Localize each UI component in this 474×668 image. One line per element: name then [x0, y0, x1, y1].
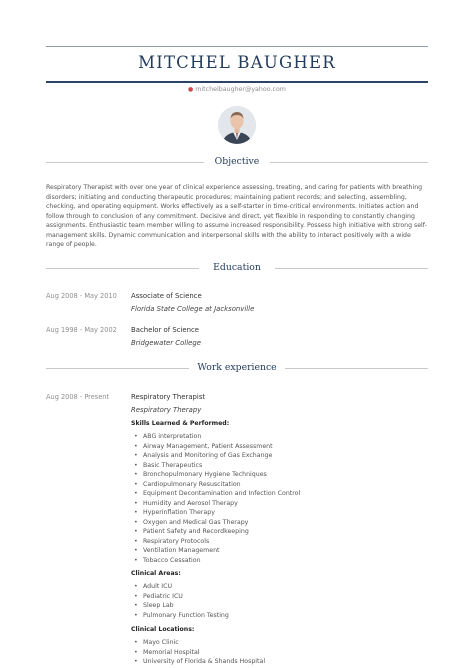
clinical-areas-heading: Clinical Areas: — [131, 570, 181, 577]
list-item: • Pediatric ICU — [133, 592, 229, 602]
list-item: • Adult ICU — [133, 582, 229, 592]
section-title-work-experience: Work experience — [197, 362, 277, 373]
list-item: • Ventilation Management — [133, 546, 300, 556]
skills-list — [133, 432, 300, 565]
section-title-education: Education — [213, 262, 261, 273]
candidate-name: MITCHEL BAUGHER — [138, 53, 336, 72]
header-bottom-rule — [46, 81, 428, 83]
work-1-role: Respiratory Therapist — [131, 393, 206, 401]
education-2-dates: Aug 1998 - May 2002 — [46, 326, 117, 334]
section-header-work-experience — [46, 362, 428, 374]
work-1-dates: Aug 2008 - Present — [46, 393, 110, 401]
list-item: • Equipment Decontamination and Infection Control — [133, 489, 300, 499]
section-header-objective — [46, 156, 428, 168]
clinical-locations-heading: Clinical Locations: — [131, 626, 195, 633]
education-1-dates: Aug 2008 - May 2010 — [46, 292, 117, 300]
header-top-rule — [46, 46, 428, 47]
list-item: • Humidity and Aerosol Therapy — [133, 499, 300, 509]
list-item: • Basic Therapeutics — [133, 461, 300, 471]
list-item: • Airway Management, Patient Assessment — [133, 442, 300, 452]
skills-heading: Skills Learned & Performed: — [131, 420, 230, 427]
list-item: • University of Florida & Shands Hospital — [133, 657, 265, 667]
education-1-school: Florida State College at Jacksonville — [131, 305, 255, 313]
profile-photo-image — [218, 106, 256, 144]
list-item: • ABG interpretation — [133, 432, 300, 442]
list-item: • Sleep Lab — [133, 601, 229, 611]
list-item: • Tobacco Cessation — [133, 556, 300, 566]
profile-photo — [218, 106, 256, 144]
list-item: • Patient Safety and Recordkeeping — [133, 527, 300, 537]
list-item: • Hyperinflation Therapy — [133, 508, 300, 518]
education-2-school: Bridgewater College — [131, 339, 201, 347]
list-item: • Respiratory Protocols — [133, 537, 300, 547]
work-1-employer: Respiratory Therapy — [131, 406, 202, 414]
clinical-locations-list — [133, 638, 265, 667]
section-header-education — [46, 262, 428, 274]
list-item: • Memorial Hospital — [133, 648, 265, 658]
list-item: • Oxygen and Medical Gas Therapy — [133, 518, 300, 528]
section-title-objective: Objective — [214, 156, 260, 167]
list-item: • Cardiopulmonary Resuscitation — [133, 480, 300, 490]
clinical-areas-list — [133, 582, 229, 620]
list-item: • Bronchopulmonary Hygiene Techniques — [133, 470, 300, 480]
education-2-degree: Bachelor of Science — [131, 326, 200, 334]
list-item: • Mayo Clinic — [133, 638, 265, 648]
email-bullet-icon: ● — [188, 86, 194, 93]
contact-line — [46, 86, 428, 93]
objective-text: Respiratory Therapist with over one year of clinical experience assessing, treating, and caring for patients with breathing disorders; initiating and conducting therapeutic procedures; maintaining patient records; and selecting, assembling, checking, and operating equipment. Works effectively as a self-starter in time-critical environments. Initiates action and follow through to conclusion of any commitment. Decisive and direct, yet flexible in responding to constantly changing assignments. Enthusiastic team member willing to assume increased responsibility. Possess high initiative with strong self-management skills. Dynamic communication and interpersonal skills with the ability to interact positively with a wide range of people. — [46, 184, 427, 249]
list-item: • Pulmonary Function Testing — [133, 611, 229, 621]
list-item: • Analysis and Monitoring of Gas Exchange — [133, 451, 300, 461]
email-link[interactable]: mitchelbaugher@yahoo.com — [195, 86, 286, 93]
education-1-degree: Associate of Science — [131, 292, 202, 300]
